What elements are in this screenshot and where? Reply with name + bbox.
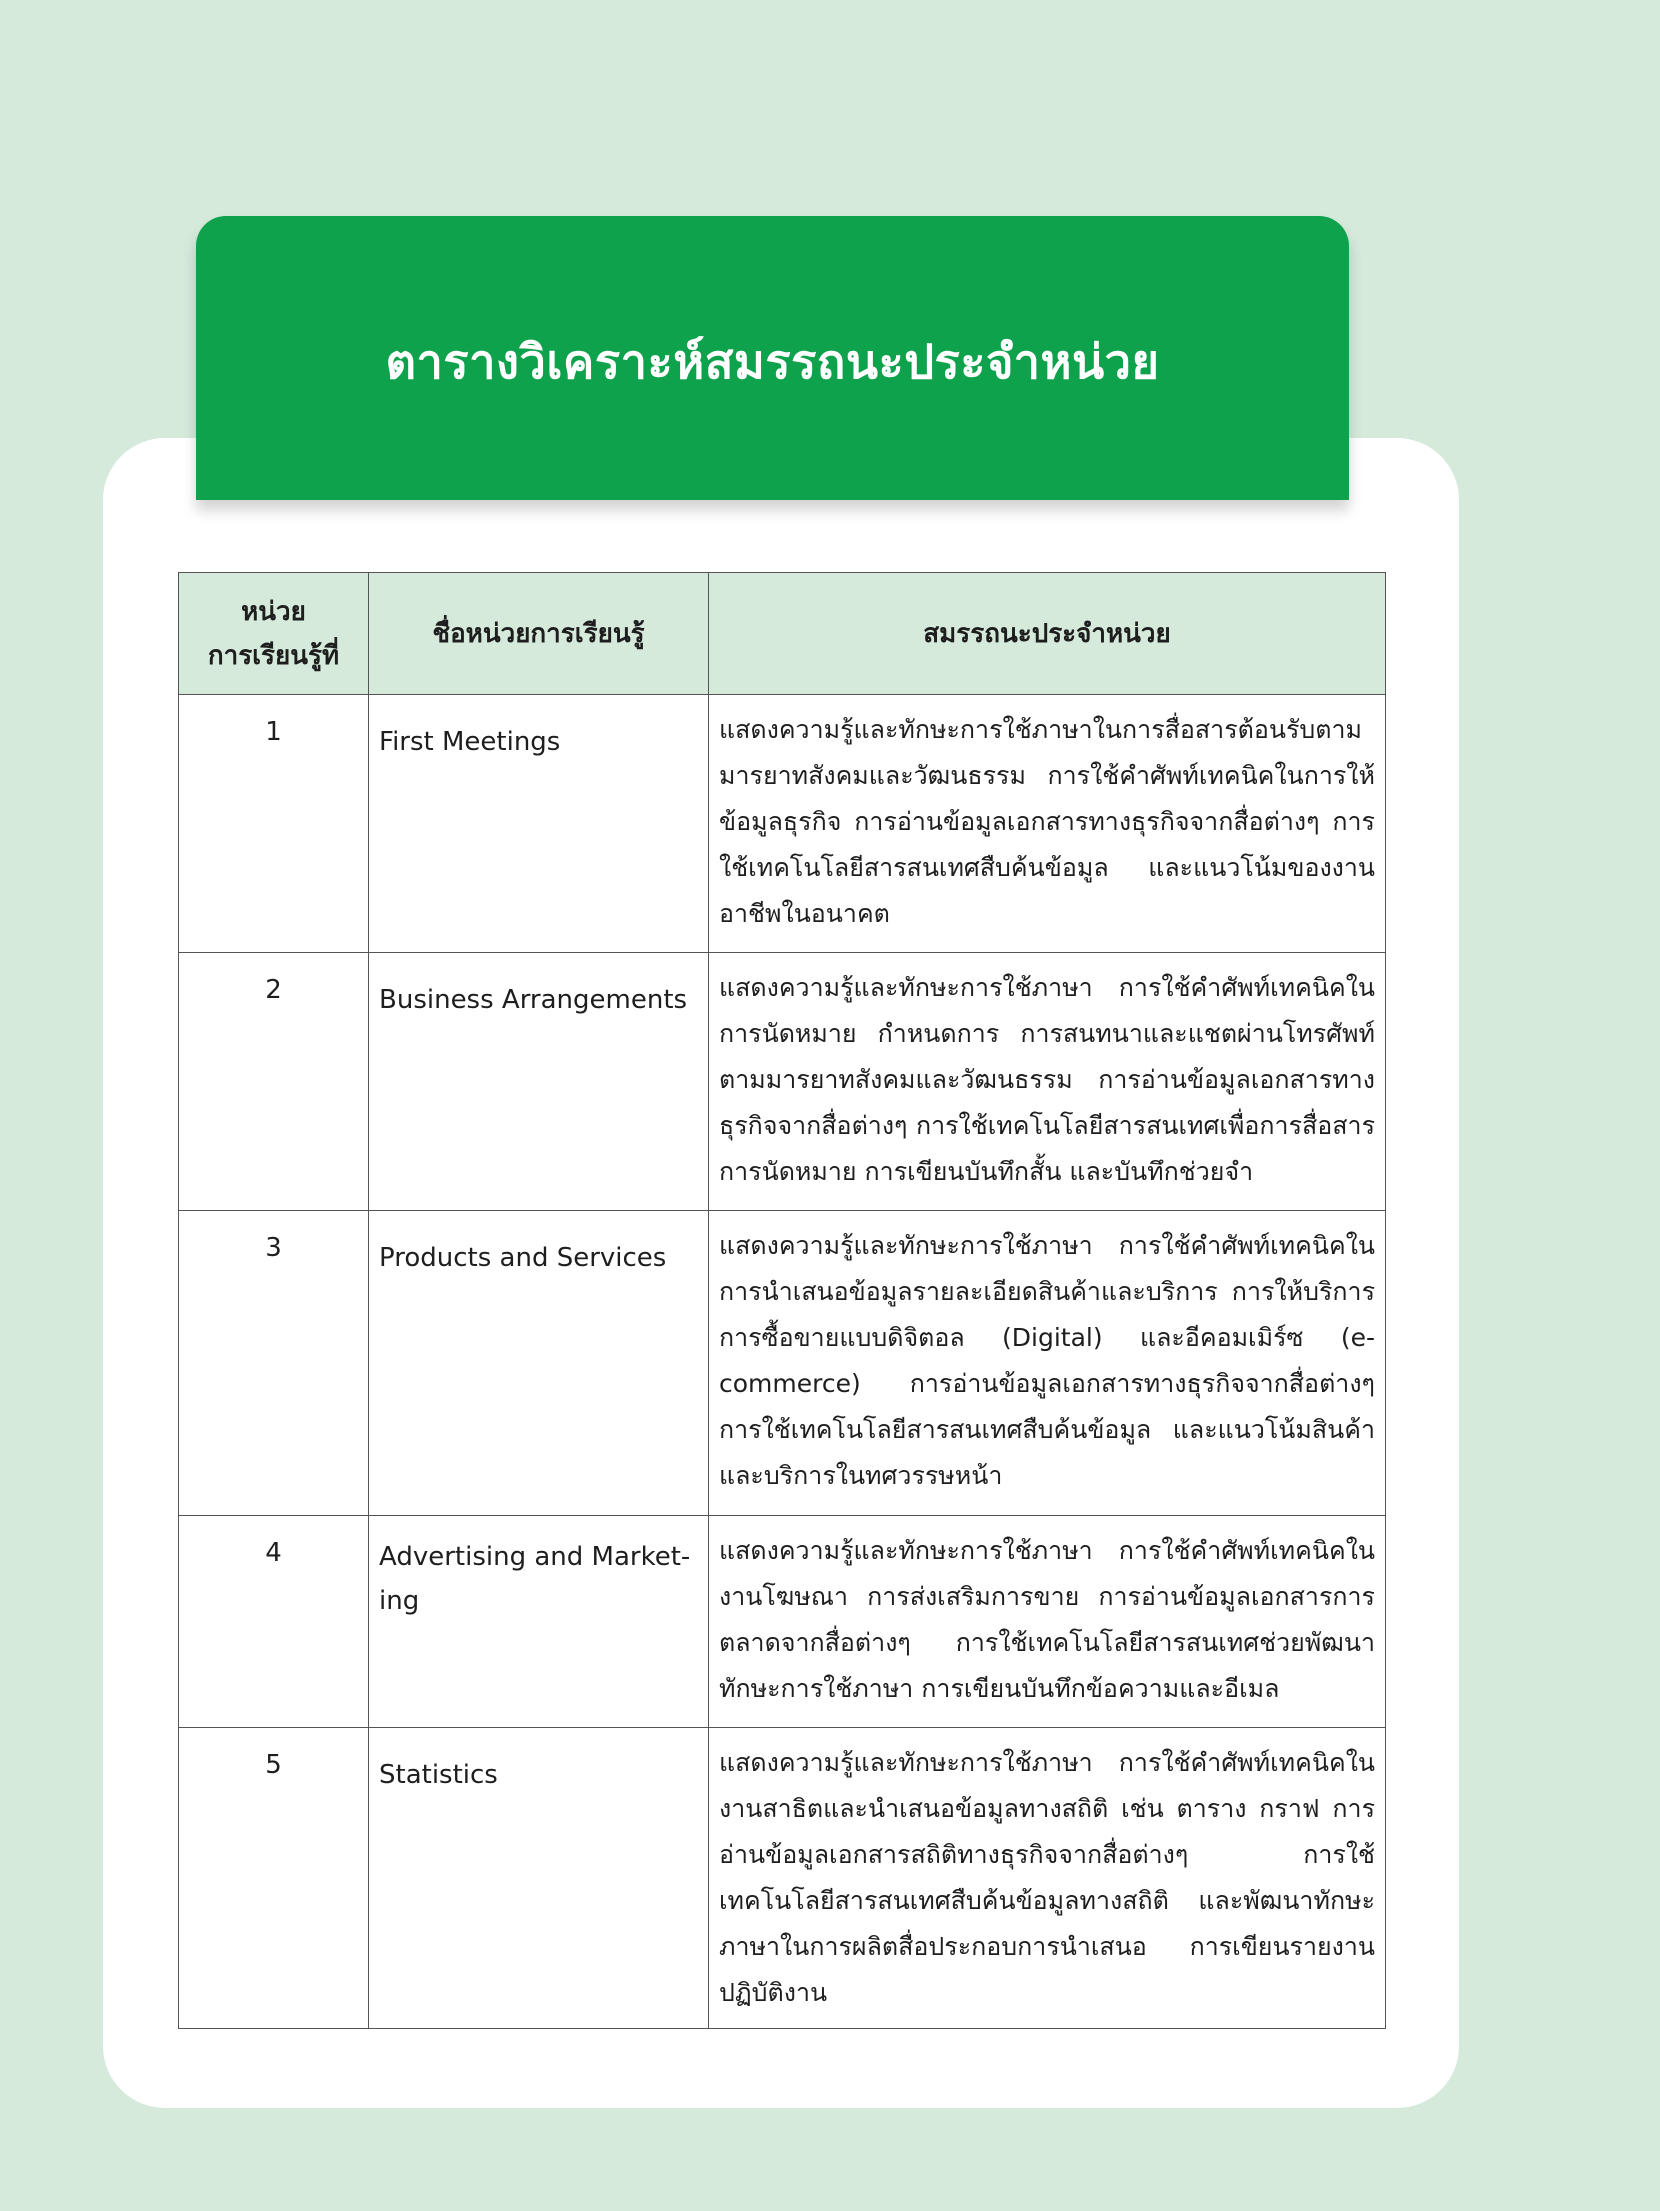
unit-number: 4 [179, 1516, 369, 1728]
table-header-row [179, 573, 1386, 695]
table-row [179, 953, 1386, 1211]
unit-name-line2: ing [379, 1586, 420, 1616]
table-row [179, 695, 1386, 953]
column-header-unit [179, 573, 369, 695]
unit-competency: แสดงความรู้และทักษะการใช้ภาษา การใช้คำศัพท์เทคนิคในงานโฆษณา การส่งเสริมการขาย การอ่านข้อมูลเอกสารการตลาดจากสื่อต่างๆ การใช้เทคโนโลยีสารสนเทศช่วยพัฒนาทักษะการใช้ภาษา การเขียนบันทึกข้อความและอีเมล [709, 1516, 1386, 1728]
unit-competency: แสดงความรู้และทักษะการใช้ภาษา การใช้คำศัพท์เทคนิคในงานสาธิตและนำเสนอข้อมูลทางสถิติ เช่น ตาราง กราฟ การอ่านข้อมูลเอกสารสถิติทางธุรกิจจากสื่อต่างๆ การใช้เทคโนโลยีสารสนเทศสืบค้นข้อมูลทางสถิติ และพัฒนาทักษะภาษาในการผลิตสื่อประกอบการนำเสนอ การเขียนรายงานปฏิบัติงาน [709, 1728, 1386, 2029]
unit-name [369, 1516, 709, 1728]
table-row [179, 1728, 1386, 2029]
unit-name-line1: Advertising and Market- [379, 1542, 691, 1572]
unit-number: 5 [179, 1728, 369, 2029]
column-header-name: ชื่อหน่วยการเรียนรู้ [369, 573, 709, 695]
table-row [179, 1516, 1386, 1728]
page-title: ตารางวิเคราะห์สมรรถนะประจำหน่วย [385, 335, 1160, 390]
unit-name: Products and Services [369, 1211, 709, 1516]
column-header-unit-line2: การเรียนรู้ที่ [207, 640, 340, 671]
table-row [179, 1211, 1386, 1516]
unit-number: 3 [179, 1211, 369, 1516]
header-banner [196, 216, 1349, 500]
unit-name: Business Arrangements [369, 953, 709, 1211]
column-header-unit-line1: หน่วย [241, 596, 306, 627]
column-header-competency: สมรรถนะประจำหน่วย [709, 573, 1386, 695]
unit-competency: แสดงความรู้และทักษะการใช้ภาษา การใช้คำศัพท์เทคนิคในการนำเสนอข้อมูลรายละเอียดสินค้าและบริการ การให้บริการ การซื้อขายแบบดิจิตอล (Digital) และอีคอมเมิร์ซ (e-commerce) การอ่านข้อมูลเอกสารทางธุรกิจจากสื่อต่างๆ การใช้เทคโนโลยีสารสนเทศสืบค้นข้อมูล และแนวโน้มสินค้าและบริการในทศวรรษหน้า [709, 1211, 1386, 1516]
unit-competency: แสดงความรู้และทักษะการใช้ภาษาในการสื่อสารต้อนรับตามมารยาทสังคมและวัฒนธรรม การใช้คำศัพท์เทคนิคในการให้ข้อมูลธุรกิจ การอ่านข้อมูลเอกสารทางธุรกิจจากสื่อต่างๆ การใช้เทคโนโลยีสารสนเทศสืบค้นข้อมูล และแนวโน้มของงานอาชีพในอนาคต [709, 695, 1386, 953]
unit-number: 1 [179, 695, 369, 953]
unit-name: First Meetings [369, 695, 709, 953]
competency-table [178, 572, 1386, 2029]
unit-competency: แสดงความรู้และทักษะการใช้ภาษา การใช้คำศัพท์เทคนิคในการนัดหมาย กำหนดการ การสนทนาและแชตผ่านโทรศัพท์ตามมารยาทสังคมและวัฒนธรรม การอ่านข้อมูลเอกสารทางธุรกิจจากสื่อต่างๆ การใช้เทคโนโลยีสารสนเทศเพื่อการสื่อสารการนัดหมาย การเขียนบันทึกสั้น และบันทึกช่วยจำ [709, 953, 1386, 1211]
unit-name: Statistics [369, 1728, 709, 2029]
unit-number: 2 [179, 953, 369, 1211]
